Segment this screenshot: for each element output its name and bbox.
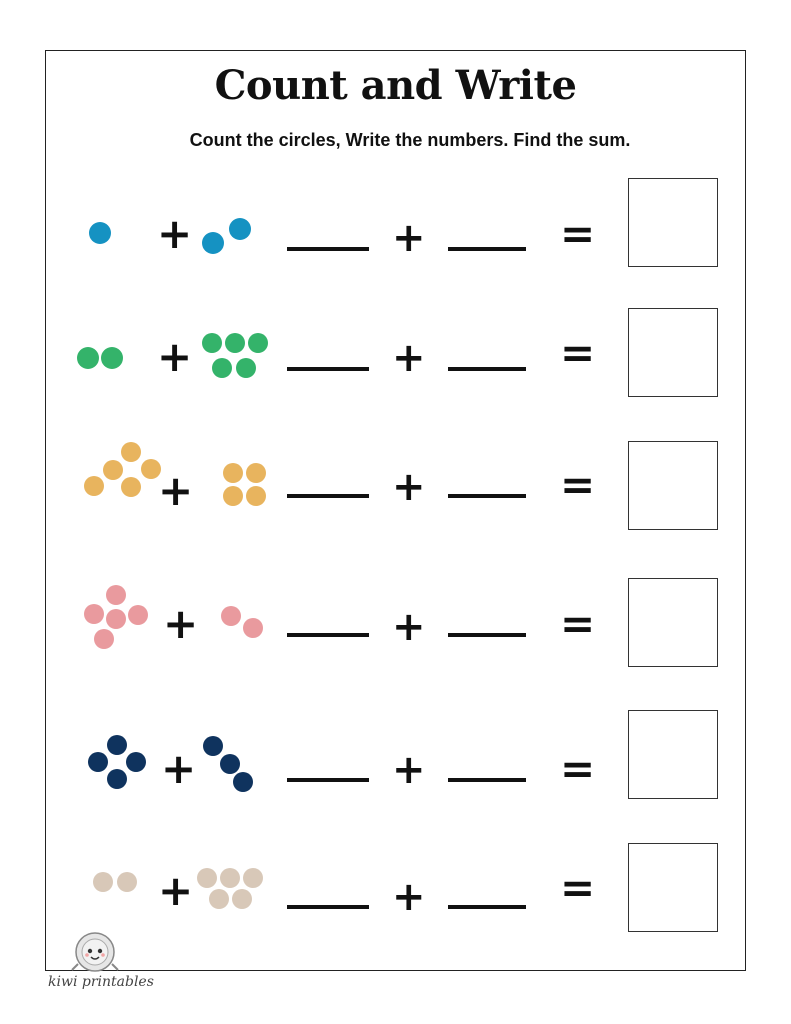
count-circle [246,486,266,506]
first-number-blank[interactable] [287,633,369,637]
count-circle [221,606,241,626]
count-circle [93,872,113,892]
logo-text: kiwi printables [48,974,154,990]
count-circle [202,333,222,353]
equals-sign: = [560,863,596,912]
sum-answer-box[interactable] [628,441,718,530]
plus-sign: + [163,599,199,648]
count-circle [128,605,148,625]
count-circle [89,222,111,244]
count-circle [121,477,141,497]
count-circle [243,618,263,638]
count-circle [107,769,127,789]
equals-sign: = [560,209,596,258]
count-circle [94,629,114,649]
plus-sign: + [157,332,193,381]
second-number-blank[interactable] [448,247,526,251]
second-number-blank[interactable] [448,367,526,371]
count-circle [223,463,243,483]
count-circle [88,752,108,772]
kiwi-mascot-icon [70,930,120,976]
second-number-blank[interactable] [448,905,526,909]
first-number-blank[interactable] [287,367,369,371]
plus-sign: + [392,747,426,793]
count-circle [126,752,146,772]
count-circle [107,735,127,755]
count-circle [117,872,137,892]
count-circle [212,358,232,378]
count-circle [243,868,263,888]
equals-sign: = [560,460,596,509]
plus-sign: + [392,464,426,510]
sum-answer-box[interactable] [628,578,718,667]
plus-sign: + [392,604,426,650]
count-circle [220,868,240,888]
plus-sign: + [392,874,426,920]
first-number-blank[interactable] [287,778,369,782]
equals-sign: = [560,328,596,377]
instructions: Count the circles, Write the numbers. Find the sum. [189,130,631,150]
plus-sign: + [157,209,193,258]
count-circle [233,772,253,792]
plus-sign: + [161,744,197,793]
count-circle [84,604,104,624]
kiwi-printables-logo [48,930,158,1000]
count-circle [232,889,252,909]
count-circle [202,232,224,254]
sum-answer-box[interactable] [628,178,718,267]
equals-sign: = [560,744,596,793]
count-circle [248,333,268,353]
plus-sign: + [392,335,426,381]
second-number-blank[interactable] [448,494,526,498]
count-circle [77,347,99,369]
count-circle [101,347,123,369]
first-number-blank[interactable] [287,494,369,498]
first-number-blank[interactable] [287,247,369,251]
count-circle [229,218,251,240]
count-circle [106,609,126,629]
count-circle [225,333,245,353]
count-circle [106,585,126,605]
plus-sign: + [158,466,194,515]
second-number-blank[interactable] [448,633,526,637]
count-circle [246,463,266,483]
count-circle [220,754,240,774]
sum-answer-box[interactable] [628,843,718,932]
equals-sign: = [560,599,596,648]
count-circle [103,460,123,480]
sum-answer-box[interactable] [628,308,718,397]
plus-sign: + [392,215,426,261]
count-circle [197,868,217,888]
count-circle [209,889,229,909]
sum-answer-box[interactable] [628,710,718,799]
count-circle [121,442,141,462]
page-title: Count and Write [214,62,577,109]
count-circle [203,736,223,756]
first-number-blank[interactable] [287,905,369,909]
count-circle [84,476,104,496]
count-circle [236,358,256,378]
count-circle [223,486,243,506]
second-number-blank[interactable] [448,778,526,782]
plus-sign: + [158,866,194,915]
